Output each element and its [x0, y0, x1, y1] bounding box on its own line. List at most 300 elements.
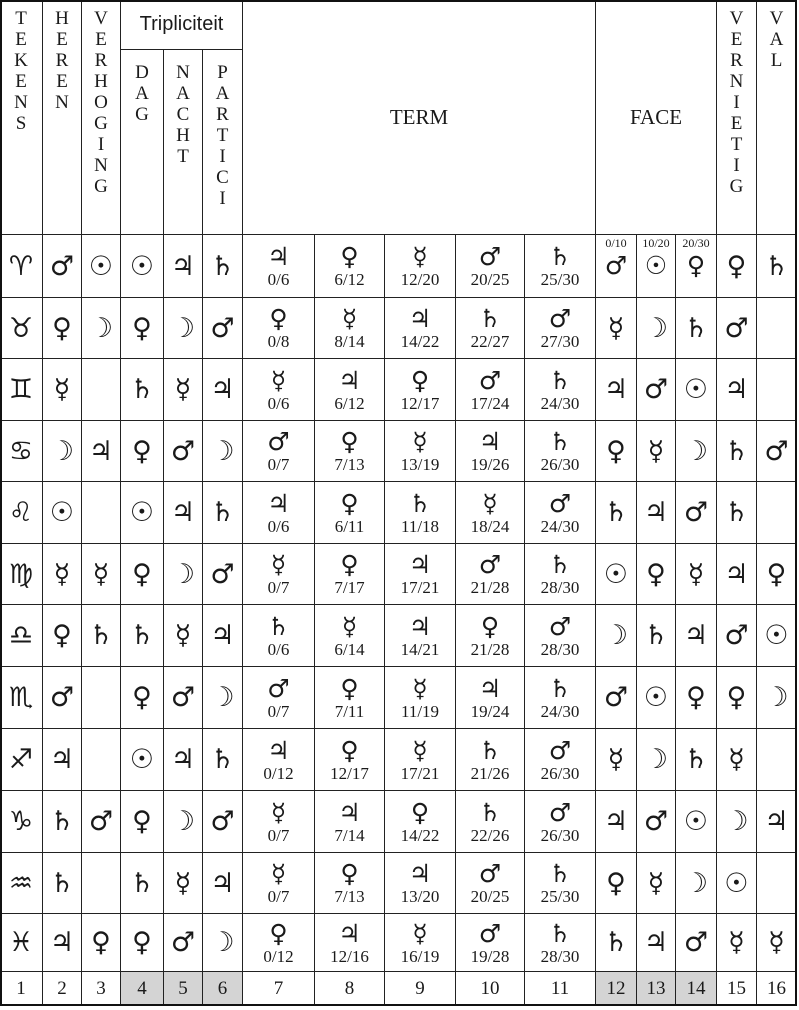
table-cell	[121, 853, 164, 914]
header-tekens-letter: K	[14, 50, 28, 71]
fall-glyph: ♂	[764, 435, 789, 467]
term-degree-range: 6/12	[334, 393, 365, 413]
term-degree-range: 24/30	[540, 516, 580, 536]
table-cell	[82, 482, 121, 544]
term-cell	[385, 667, 456, 729]
term-ruler-glyph: ♃	[478, 427, 502, 456]
header-heren	[43, 0, 82, 235]
header-verhoging	[82, 0, 121, 235]
term-degree-range: 28/30	[540, 639, 580, 659]
face-cell	[596, 421, 637, 482]
face-ruler-glyph: ♂	[604, 251, 628, 280]
face-ruler-glyph: ♄	[603, 497, 629, 528]
term-cell	[456, 235, 525, 298]
table-cell	[757, 482, 797, 544]
detriment-glyph: ☿	[728, 927, 745, 958]
term-degree-range: 6/14	[334, 639, 365, 659]
term-degree-range: 21/26	[470, 763, 510, 783]
term-ruler-glyph: ♄	[478, 735, 502, 765]
header-tekens	[0, 0, 43, 235]
table-cell	[82, 729, 121, 791]
term-ruler-glyph: ♂	[548, 797, 572, 827]
term-ruler-glyph: ♃	[267, 488, 290, 518]
term-degree-range: 0/12	[263, 946, 294, 966]
header-vernietig-letter: R	[730, 50, 743, 71]
term-ruler-glyph: ♃	[408, 611, 432, 641]
table-cell	[203, 605, 243, 667]
term-degree-range: 21/28	[470, 639, 510, 659]
term-degree-range: 24/30	[540, 393, 580, 413]
term-ruler-glyph: ☿	[412, 673, 428, 703]
term-cell	[525, 791, 596, 853]
header-val-letter: L	[770, 50, 783, 71]
face-cell	[596, 605, 637, 667]
face-ruler-glyph: ☽	[643, 312, 669, 344]
ruler-glyph: ♀	[52, 312, 72, 344]
face-cell	[637, 853, 676, 914]
header-tekens-letter: N	[14, 92, 28, 113]
term-cell	[385, 298, 456, 359]
table-cell	[121, 791, 164, 853]
face-ruler-glyph: ☉	[683, 806, 709, 837]
term-ruler-glyph: ♃	[338, 365, 361, 395]
face-cell	[676, 853, 717, 914]
table-cell	[757, 359, 797, 421]
header-partici-letter: I	[219, 188, 226, 209]
term-degree-range: 0/7	[267, 578, 290, 597]
table-cell	[82, 914, 121, 972]
face-ruler-glyph: ♂	[683, 497, 709, 528]
term-degree-range: 27/30	[540, 332, 580, 351]
term-ruler-glyph: ♂	[478, 242, 502, 271]
term-cell	[385, 421, 456, 482]
header-vernietig-letter: I	[733, 155, 740, 176]
term-ruler-glyph: ♄	[548, 365, 572, 395]
term-degree-range: 18/24	[470, 516, 510, 536]
sign-glyph: ♌	[8, 497, 34, 528]
column-number-label: 8	[344, 977, 355, 999]
face-ruler-glyph: ♄	[603, 927, 629, 958]
term-cell	[385, 853, 456, 914]
term-degree-range: 6/11	[334, 516, 365, 536]
column-number	[596, 972, 637, 1006]
term-cell	[315, 359, 385, 421]
term-cell	[525, 482, 596, 544]
table-cell	[757, 298, 797, 359]
table-cell	[82, 421, 121, 482]
header-vernietig	[717, 0, 757, 235]
term-degree-range: 0/12	[263, 763, 294, 783]
face-cell	[596, 544, 637, 605]
column-number-label: 7	[273, 977, 284, 999]
table-cell	[717, 667, 757, 729]
face-cell	[676, 544, 717, 605]
table-cell	[0, 482, 43, 544]
term-cell	[525, 853, 596, 914]
face-ruler-glyph: ♀	[606, 435, 626, 467]
face-ruler-glyph: ♂	[643, 806, 669, 837]
term-ruler-glyph: ♄	[548, 859, 572, 888]
participating-ruler-glyph: ♃	[210, 867, 235, 899]
term-ruler-glyph: ♂	[548, 611, 572, 641]
term-ruler-glyph: ♂	[267, 673, 290, 703]
column-number-label: 1	[16, 977, 26, 999]
sign-glyph: ♒	[8, 867, 34, 899]
night-ruler-glyph: ☿	[174, 620, 192, 651]
term-cell	[525, 359, 596, 421]
header-tekens-letter: E	[15, 71, 27, 92]
fall-glyph: ☿	[768, 927, 785, 958]
face-cell	[676, 791, 717, 853]
term-degree-range: 25/30	[540, 270, 580, 289]
term-degree-range: 0/6	[267, 393, 290, 413]
day-ruler-glyph: ♀	[132, 806, 152, 837]
table-cell	[717, 605, 757, 667]
term-cell	[243, 667, 315, 729]
term-ruler-glyph: ♃	[338, 918, 361, 948]
ruler-glyph: ♂	[49, 682, 75, 713]
table-cell	[203, 235, 243, 298]
detriment-glyph: ♄	[724, 497, 749, 528]
header-triplicity-title: Tripliciteit	[139, 13, 224, 35]
term-degree-range: 21/28	[470, 578, 510, 597]
participating-ruler-glyph: ♄	[210, 744, 235, 775]
term-degree-range: 17/21	[400, 578, 440, 597]
term-degree-range: 14/22	[400, 332, 440, 351]
header-dag-letter: G	[135, 104, 149, 125]
ruler-glyph: ♄	[49, 867, 75, 899]
term-degree-range: 0/6	[267, 516, 290, 536]
term-ruler-glyph: ♀	[410, 365, 430, 395]
detriment-glyph: ♂	[724, 620, 749, 651]
term-cell	[315, 544, 385, 605]
term-degree-range: 19/26	[470, 455, 510, 474]
column-number	[121, 972, 164, 1006]
participating-ruler-glyph: ♄	[210, 250, 235, 282]
participating-ruler-glyph: ♂	[210, 312, 235, 344]
term-ruler-glyph: ♀	[340, 242, 359, 271]
table-cell	[757, 729, 797, 791]
term-ruler-glyph: ☿	[341, 304, 358, 333]
term-cell	[385, 359, 456, 421]
term-ruler-glyph: ♀	[410, 797, 430, 827]
term-cell	[385, 482, 456, 544]
detriment-glyph: ♂	[724, 312, 749, 344]
table-cell	[121, 914, 164, 972]
day-ruler-glyph: ♀	[132, 435, 152, 467]
term-cell	[456, 544, 525, 605]
table-cell	[0, 729, 43, 791]
face-cell	[637, 544, 676, 605]
night-ruler-glyph: ♃	[170, 744, 196, 775]
term-cell	[456, 853, 525, 914]
column-number	[43, 972, 82, 1006]
term-ruler-glyph: ♄	[478, 797, 502, 827]
night-ruler-glyph: ♃	[170, 250, 196, 282]
face-cell	[637, 298, 676, 359]
term-ruler-glyph: ♂	[478, 550, 502, 579]
term-ruler-glyph: ♄	[548, 673, 572, 703]
fall-glyph: ♀	[766, 558, 787, 590]
table-cell	[0, 914, 43, 972]
term-degree-range: 12/20	[400, 270, 440, 289]
header-vernietig-letter: G	[729, 176, 744, 197]
header-partici-letter: I	[219, 146, 226, 167]
header-partici-letter: C	[216, 167, 229, 188]
table-cell	[82, 853, 121, 914]
exaltation-glyph: ♃	[88, 435, 114, 467]
term-ruler-glyph: ♂	[548, 304, 572, 333]
face-ruler-glyph: ♀	[646, 558, 666, 590]
header-vernietig-letter: N	[729, 71, 744, 92]
table-cell	[164, 482, 203, 544]
table-cell	[121, 544, 164, 605]
table-cell	[82, 605, 121, 667]
face-ruler-glyph: ☉	[643, 682, 669, 713]
table-cell	[121, 605, 164, 667]
face-cell	[596, 667, 637, 729]
header-verhoging-letter: H	[94, 71, 108, 92]
ruler-glyph: ☽	[49, 435, 75, 467]
face-cell	[637, 482, 676, 544]
term-ruler-glyph: ♃	[408, 304, 432, 333]
term-cell	[243, 421, 315, 482]
ruler-glyph: ♂	[49, 250, 75, 282]
term-cell	[385, 914, 456, 972]
table-cell	[43, 605, 82, 667]
term-cell	[456, 605, 525, 667]
table-cell	[164, 605, 203, 667]
ruler-glyph: ♄	[49, 806, 75, 837]
term-cell	[243, 544, 315, 605]
ruler-glyph: ♃	[49, 927, 75, 958]
term-degree-range: 6/12	[334, 270, 365, 289]
face-ruler-glyph: ♃	[683, 620, 709, 651]
header-vernietig-letter: I	[733, 92, 740, 113]
table-cell	[43, 729, 82, 791]
term-degree-range: 12/17	[330, 763, 369, 783]
day-ruler-glyph: ♄	[129, 867, 155, 899]
day-ruler-glyph: ☉	[129, 250, 155, 282]
term-degree-range: 22/26	[470, 825, 510, 845]
exaltation-glyph: ☉	[88, 250, 114, 282]
night-ruler-glyph: ☿	[174, 374, 192, 405]
table-cell	[0, 359, 43, 421]
term-cell	[315, 791, 385, 853]
table-cell	[0, 298, 43, 359]
table-cell	[43, 359, 82, 421]
header-heren-letter: E	[56, 29, 68, 50]
term-ruler-glyph: ☿	[412, 918, 428, 948]
detriment-glyph: ☿	[728, 744, 745, 775]
table-cell	[164, 853, 203, 914]
sign-glyph: ♑	[8, 806, 34, 837]
participating-ruler-glyph: ♃	[210, 620, 235, 651]
face-ruler-glyph: ☽	[603, 620, 629, 651]
column-number	[637, 972, 676, 1006]
table-cell	[203, 791, 243, 853]
header-nacht-letter: A	[176, 83, 190, 104]
fall-glyph: ☉	[764, 620, 789, 651]
header-verhoging-letter: I	[97, 134, 105, 155]
column-number-label: 6	[217, 977, 228, 999]
sign-glyph: ♊	[8, 374, 34, 405]
sign-glyph: ♉	[8, 312, 34, 344]
header-heren-letter: E	[56, 71, 68, 92]
face-ruler-glyph: ☽	[683, 435, 709, 467]
exaltation-glyph: ♀	[91, 927, 111, 958]
detriment-glyph: ☽	[724, 806, 749, 837]
table-cell	[43, 298, 82, 359]
face-cell	[596, 298, 637, 359]
table-cell	[164, 667, 203, 729]
term-ruler-glyph: ☿	[412, 242, 428, 271]
term-cell	[243, 853, 315, 914]
column-number	[717, 972, 757, 1006]
header-vernietig-letter: T	[730, 134, 743, 155]
table-cell	[203, 729, 243, 791]
face-ruler-glyph: ♂	[683, 927, 709, 958]
term-degree-range: 24/30	[540, 701, 580, 721]
face-degree-label: 10/20	[642, 236, 670, 250]
header-dag	[121, 50, 164, 235]
table-cell	[0, 235, 43, 298]
header-partici-letter: T	[216, 125, 229, 146]
term-cell	[525, 729, 596, 791]
header-verhoging-letter: O	[94, 92, 108, 113]
term-degree-range: 7/14	[334, 825, 365, 845]
term-cell	[315, 482, 385, 544]
term-ruler-glyph: ♂	[478, 918, 502, 948]
day-ruler-glyph: ☉	[129, 744, 155, 775]
fall-glyph: ♃	[764, 806, 789, 837]
term-cell	[243, 914, 315, 972]
table-cell	[203, 298, 243, 359]
header-vernietig-letter: E	[730, 29, 743, 50]
header-tekens-letter: S	[15, 113, 27, 134]
term-ruler-glyph: ♄	[548, 918, 572, 948]
header-partici	[203, 50, 243, 235]
exaltation-glyph: ☿	[92, 558, 110, 590]
face-cell	[596, 235, 637, 298]
detriment-glyph: ♃	[724, 558, 749, 590]
term-cell	[525, 421, 596, 482]
table-cell	[717, 544, 757, 605]
table-cell	[757, 791, 797, 853]
face-cell	[637, 914, 676, 972]
term-degree-range: 14/22	[400, 825, 440, 845]
face-ruler-glyph: ♃	[643, 927, 669, 958]
face-ruler-glyph: ☉	[683, 374, 709, 405]
table-cell	[0, 421, 43, 482]
table-cell	[203, 544, 243, 605]
ruler-glyph: ♀	[52, 620, 72, 651]
face-cell	[637, 235, 676, 298]
term-degree-range: 28/30	[540, 946, 580, 966]
face-cell	[637, 729, 676, 791]
column-number	[385, 972, 456, 1006]
header-partici-letter: A	[215, 83, 230, 104]
face-degree-label: 0/10	[605, 236, 627, 250]
column-number	[203, 972, 243, 1006]
header-triplicity	[121, 0, 243, 50]
header-term	[243, 0, 596, 235]
table-cell	[121, 667, 164, 729]
header-verhoging-letter: R	[94, 50, 108, 71]
participating-ruler-glyph: ♃	[210, 374, 235, 405]
header-term-label: TERM	[389, 104, 449, 129]
term-ruler-glyph: ☿	[482, 488, 498, 518]
column-number-label: 3	[96, 977, 106, 999]
night-ruler-glyph: ☿	[174, 867, 192, 899]
term-ruler-glyph: ♀	[480, 611, 500, 641]
night-ruler-glyph: ☽	[170, 558, 196, 590]
term-ruler-glyph: ♂	[478, 859, 502, 888]
term-cell	[243, 235, 315, 298]
term-ruler-glyph: ♀	[340, 488, 359, 518]
column-number	[525, 972, 596, 1006]
face-ruler-glyph: ♂	[603, 682, 629, 713]
term-ruler-glyph: ♂	[267, 427, 290, 456]
term-ruler-glyph: ☿	[270, 365, 287, 395]
term-degree-range: 19/28	[470, 946, 510, 966]
table-cell	[121, 359, 164, 421]
night-ruler-glyph: ♂	[170, 435, 196, 467]
term-cell	[456, 729, 525, 791]
face-cell	[676, 729, 717, 791]
term-degree-range: 7/13	[334, 455, 365, 474]
table-cell	[164, 544, 203, 605]
sign-glyph: ♐	[8, 744, 34, 775]
night-ruler-glyph: ☽	[170, 806, 196, 837]
term-cell	[525, 298, 596, 359]
term-ruler-glyph: ♀	[340, 673, 359, 703]
face-cell	[676, 482, 717, 544]
face-ruler-glyph: ☽	[643, 744, 669, 775]
header-partici-letter: R	[216, 104, 229, 125]
header-verhoging-letter: N	[94, 155, 108, 176]
term-ruler-glyph: ♀	[340, 427, 359, 456]
term-degree-range: 7/11	[334, 701, 365, 721]
term-degree-range: 0/7	[267, 887, 290, 906]
term-cell	[456, 421, 525, 482]
day-ruler-glyph: ♀	[132, 927, 152, 958]
face-cell	[676, 359, 717, 421]
table-cell	[43, 235, 82, 298]
term-ruler-glyph: ☿	[270, 797, 287, 827]
face-ruler-glyph: ♀	[686, 251, 706, 280]
participating-ruler-glyph: ♄	[210, 497, 235, 528]
participating-ruler-glyph: ☽	[210, 435, 235, 467]
term-degree-range: 19/24	[470, 701, 510, 721]
sign-glyph: ♋	[8, 435, 34, 467]
term-ruler-glyph: ♄	[478, 304, 502, 333]
term-cell	[385, 544, 456, 605]
term-ruler-glyph: ♀	[269, 304, 288, 333]
column-number	[315, 972, 385, 1006]
table-cell	[43, 791, 82, 853]
header-face	[596, 0, 717, 235]
face-ruler-glyph: ♀	[606, 867, 626, 899]
term-degree-range: 11/19	[400, 701, 440, 721]
table-cell	[43, 544, 82, 605]
participating-ruler-glyph: ♂	[210, 558, 235, 590]
term-degree-range: 17/24	[470, 393, 510, 413]
term-cell	[315, 853, 385, 914]
term-cell	[315, 235, 385, 298]
face-cell	[637, 359, 676, 421]
term-cell	[525, 235, 596, 298]
